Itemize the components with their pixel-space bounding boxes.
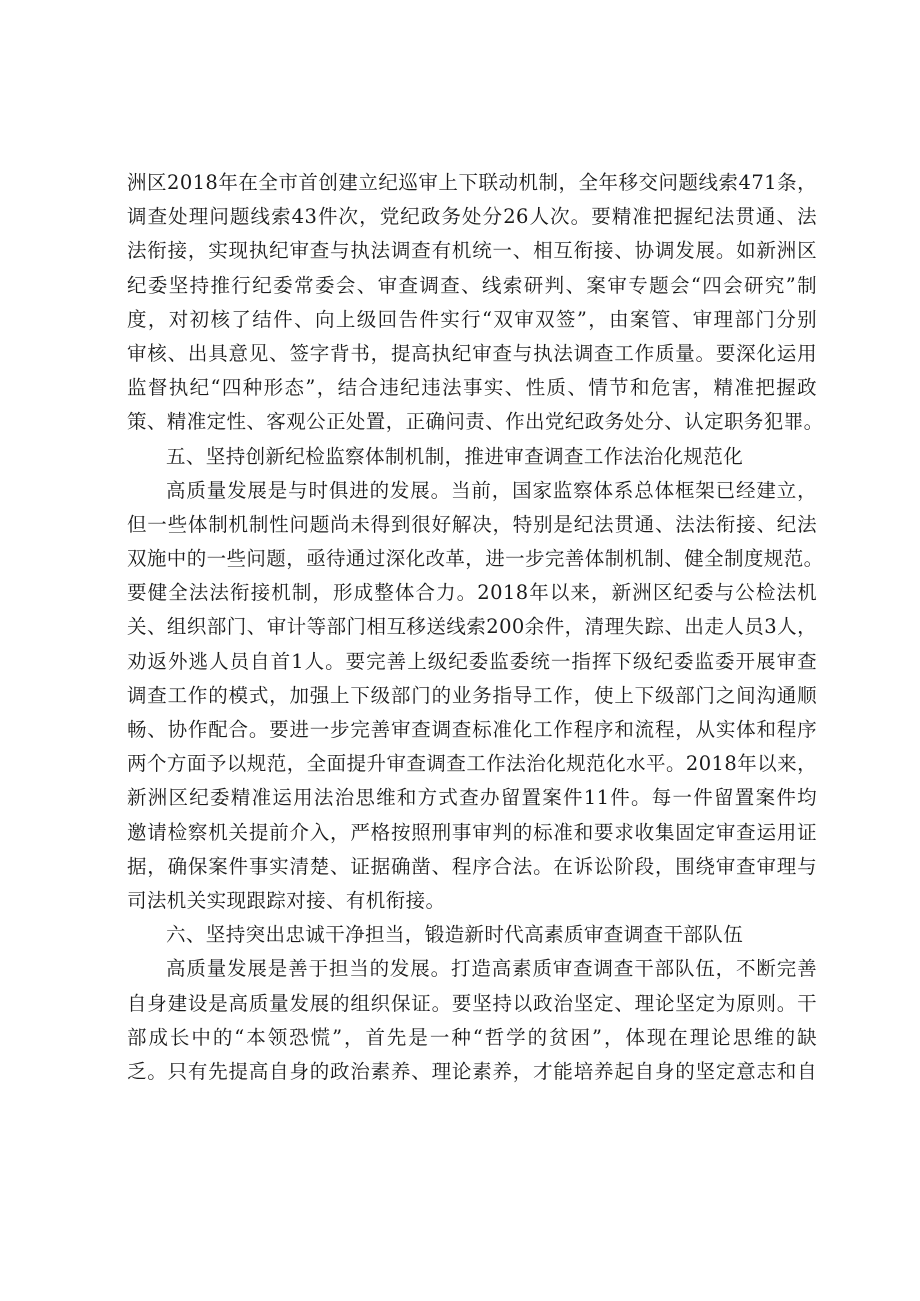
heading-text: 六、坚持突出忠诚干净担当，锻造新时代高素质审查调查干部队伍 bbox=[166, 923, 744, 947]
text-line: 度，对初核了结件、向上级回告件实行“双审双签”，由案管、审理部门分别 bbox=[127, 307, 817, 331]
text-line: 新洲区纪委精准运用法治思维和方式查办留置案件11件。每一件留置案件均 bbox=[127, 786, 817, 810]
text-line: 纪委坚持推行纪委常委会、审查调查、线索研判、案审专题会“四会研究”制 bbox=[127, 273, 817, 297]
text-line: 关、组织部门、审计等部门相互移送线索200余件，清理失踪、出走人员3人， bbox=[127, 615, 817, 639]
text-line: 司法机关实现跟踪对接、有机衔接。 bbox=[127, 888, 446, 912]
text-line: 调查工作的模式，加强上下级部门的业务指导工作，使上下级部门之间沟通顺 bbox=[127, 683, 817, 707]
paragraph-continuation bbox=[127, 166, 824, 440]
text-line: 双施中的一些问题，亟待通过深化改革，进一步完善体制机制、健全制度规范。 bbox=[127, 547, 824, 571]
text-line: 部成长中的“本领恐慌”，首先是一种“哲学的贫困”，体现在理论思维的缺 bbox=[127, 1025, 817, 1049]
text-line: 邀请检察机关提前介入，严格按照刑事审判的标准和要求收集固定审查运用证 bbox=[127, 820, 817, 844]
text-line: 要健全法法衔接机制，形成整体合力。2018年以来，新洲区纪委与公检法机 bbox=[127, 581, 817, 605]
text-line: 洲区2018年在全市首创建立纪巡审上下联动机制，全年移交问题线索471条， bbox=[127, 171, 817, 194]
heading-text: 五、坚持创新纪检监察体制机制，推进审查调查工作法治化规范化 bbox=[166, 444, 744, 468]
text-line: 高质量发展是善于担当的发展。打造高素质审查调查干部队伍，不断完善 bbox=[166, 957, 817, 981]
text-line: 两个方面予以规范，全面提升审查调查工作法治化规范化水平。2018年以来， bbox=[127, 752, 817, 776]
text-line: 法衔接，实现执纪审查与执法调查有机统一、相互衔接、协调发展。如新洲区 bbox=[127, 239, 817, 263]
text-line: 乏。只有先提高自身的政治素养、理论素养，才能培养起自身的坚定意志和自 bbox=[127, 1059, 817, 1083]
text-line: 据，确保案件事实清楚、证据确凿、程序合法。在诉讼阶段，围绕审查审理与 bbox=[127, 854, 817, 878]
text-line: 高质量发展是与时俱进的发展。当前，国家监察体系总体框架已经建立， bbox=[166, 478, 817, 502]
text-line: 畅、协作配合。要进一步完善审查调查标准化工作程序和流程，从实体和程序 bbox=[127, 718, 817, 741]
document-body bbox=[127, 166, 824, 1089]
section-heading-5 bbox=[127, 440, 817, 474]
text-line: 监督执纪“四种形态”，结合违纪违法事实、性质、情节和危害，精准把握政 bbox=[127, 376, 817, 400]
text-line: 调查处理问题线索43件次，党纪政务处分26人次。要精准把握纪法贯通、法 bbox=[127, 205, 817, 229]
text-line: 劝返外逃人员自首1人。要完善上级纪委监委统一指挥下级纪委监委开展审查 bbox=[127, 649, 817, 673]
text-line: 自身建设是高质量发展的组织保证。要坚持以政治坚定、理论坚定为原则。干 bbox=[127, 991, 817, 1015]
paragraph bbox=[127, 474, 824, 918]
paragraph bbox=[127, 952, 817, 1089]
text-line: 但一些体制机制性问题尚未得到很好解决，特别是纪法贯通、法法衔接、纪法 bbox=[127, 512, 817, 536]
text-line: 策、精准定性、客观公正处置，正确问责、作出党纪政务处分、认定职务犯罪。 bbox=[127, 410, 824, 434]
text-line: 审核、出具意见、签字背书，提高执纪审查与执法调查工作质量。要深化运用 bbox=[127, 341, 817, 365]
section-heading-6 bbox=[127, 918, 817, 952]
